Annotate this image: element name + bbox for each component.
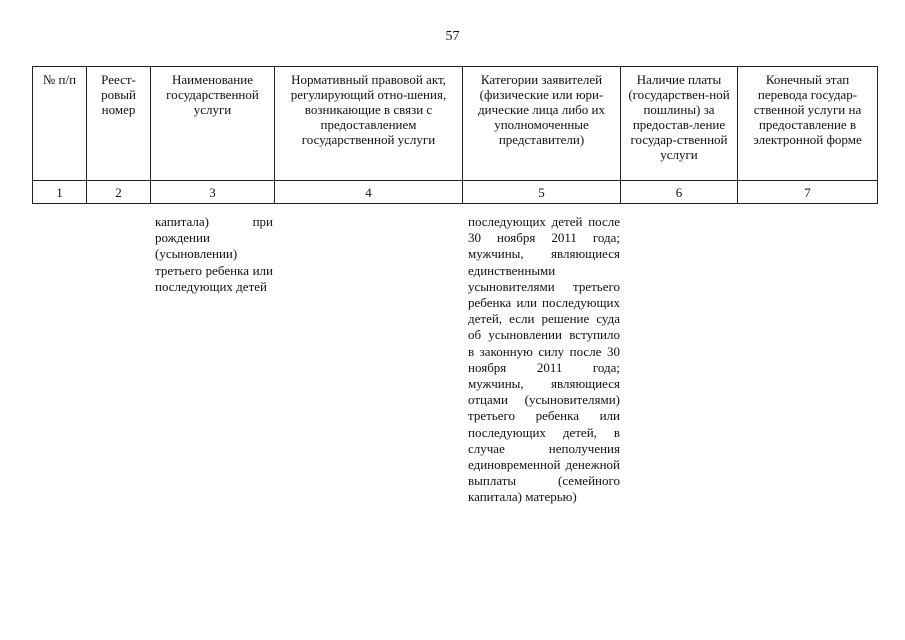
header-applicant-categories: Категории заявителей (физические или юри-дические лица либо их уполномоченные представители) xyxy=(463,67,621,181)
service-name-continuation: капитала) при рождении (усыновлении) третьего ребенка или последующих детей xyxy=(155,214,273,294)
services-table xyxy=(32,66,878,204)
header-number: № п/п xyxy=(33,67,87,181)
column-number-cell: 7 xyxy=(738,181,878,204)
applicant-categories-continuation: последующих детей после 30 ноября 2011 года; мужчины, являющиеся единственными усыновителями третьего ребенка или последующих детей, если решение суда об усыновлении вступило в законную силу после 30 ноября 2011 года; мужчины, являющиеся отцами (усыновителями) третьего ребенка или последующих детей, в случае неполучения единовременной денежной выплаты (семейного капитала) матерью) xyxy=(468,214,620,505)
column-number-cell: 2 xyxy=(87,181,151,204)
column-number-row xyxy=(33,181,878,204)
header-service-name: Наименование государственной услуги xyxy=(151,67,275,181)
header-registry-number: Реест-ровый номер xyxy=(87,67,151,181)
header-fee: Наличие платы (государствен-ной пошлины) за предостав-ление государ-ственной услуги xyxy=(621,67,738,181)
column-number-cell: 3 xyxy=(151,181,275,204)
page-number: 57 xyxy=(445,29,460,44)
header-legal-act: Нормативный правовой акт, регулирующий отно-шения, возникающие в связи с предоставлением государственной услуги xyxy=(275,67,463,181)
header-final-stage: Конечный этап перевода государ-ственной услуги на предоставление в электронной форме xyxy=(738,67,878,181)
column-number-cell: 1 xyxy=(33,181,87,204)
column-number-cell: 5 xyxy=(463,181,621,204)
header-row xyxy=(33,67,878,181)
column-number-cell: 4 xyxy=(275,181,463,204)
column-number-cell: 6 xyxy=(621,181,738,204)
